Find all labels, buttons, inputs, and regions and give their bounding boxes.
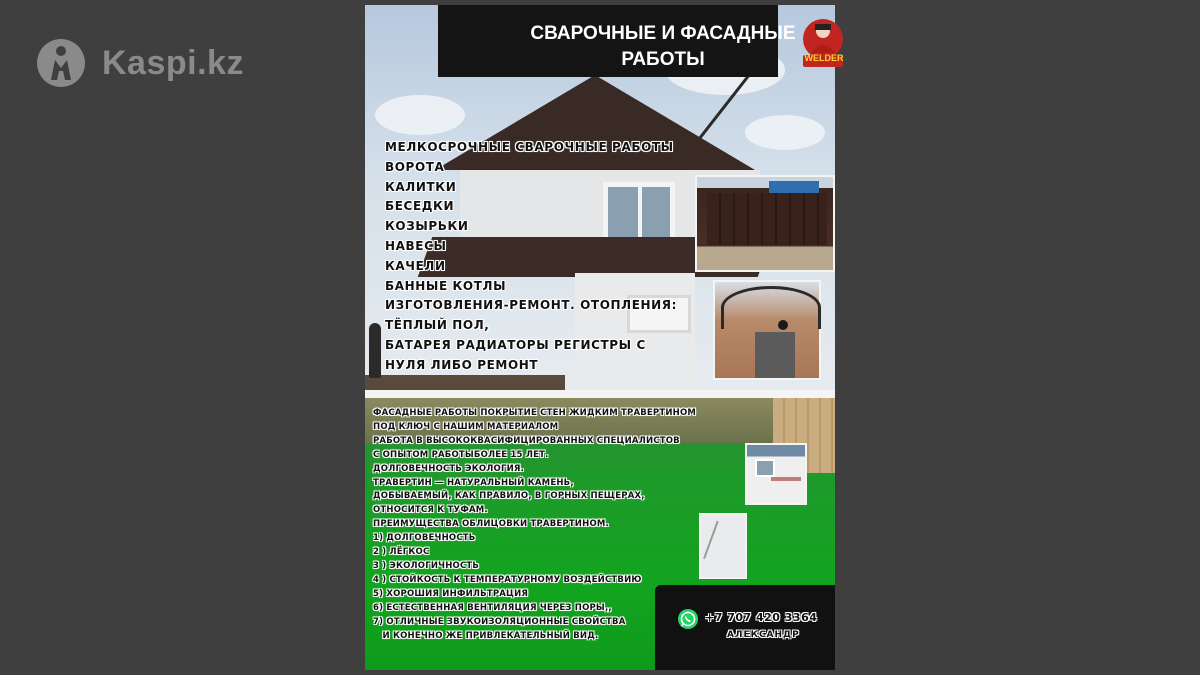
list-item: ДОЛГОВЕЧНОСТЬ ЭКОЛОГИЯ. <box>373 463 525 474</box>
list-item: ПРЕИМУЩЕСТВА ОБЛИЦОВКИ ТРАВЕРТИНОМ. <box>373 519 609 530</box>
list-item: ФАСАДНЫЕ РАБОТЫ ПОКРЫТИЕ СТЕН ЖИДКИМ ТРАВЕРТИНОМ <box>373 408 697 418</box>
person-figure <box>369 323 381 378</box>
list-item: КАЧЕЛИ <box>385 258 446 273</box>
list-item: БАННЫЕ КОТЛЫ <box>385 278 507 293</box>
list-item: 7) ОТЛИЧНЫЕ ЗВУКОИЗОЛЯЦИОННЫЕ СВОЙСТВА <box>373 616 626 627</box>
list-item: МЕЛКОСРОЧНЫЕ СВАРОЧНЫЕ РАБОТЫ <box>385 140 674 154</box>
list-item: 4 ) СТОЙКОСТЬ К ТЕМПЕРАТУРНОМУ ВОЗДЕЙСТВИЮ <box>373 574 642 585</box>
phone-number: +7 707 420 3364 <box>705 611 818 624</box>
list-item: 2 ) ЛЁГКОС <box>373 547 430 558</box>
contact-name: АЛЕКСАНДР <box>727 630 800 640</box>
travertine-texture-photo <box>699 513 747 579</box>
list-item: ВОРОТА <box>385 159 445 174</box>
whatsapp-icon <box>677 608 699 630</box>
kaspi-watermark <box>36 38 244 88</box>
watermark-text: Kaspi.kz <box>102 43 244 82</box>
welding-services-list <box>385 138 677 376</box>
facade-photo <box>745 443 807 505</box>
canopy-photo <box>713 280 821 380</box>
welder-logo-icon <box>795 15 851 73</box>
list-item: НУЛЯ ЛИБО РЕМОНТ <box>385 357 539 372</box>
gate-photo <box>695 175 835 272</box>
list-item: БАТАРЕЯ РАДИАТОРЫ РЕГИСТРЫ С <box>385 337 646 352</box>
list-item: ОТНОСИТСЯ К ТУФАМ. <box>373 505 488 516</box>
ad-poster-image <box>365 5 844 670</box>
list-item: ПОД КЛЮЧ С НАШИМ МАТЕРИАЛОМ <box>373 421 559 432</box>
list-item: ДОБЫВАЕМЫЙ, КАК ПРАВИЛО, В ГОРНЫХ ПЕЩЕРАХ, <box>373 491 645 502</box>
poster-header <box>438 5 844 77</box>
list-item: 1) ДОЛГОВЕЧНОСТЬ <box>373 533 476 544</box>
list-item: ИЗГОТОВЛЕНИЯ-РЕМОНТ. ОТОПЛЕНИЯ: <box>385 298 678 313</box>
section-divider <box>365 390 835 398</box>
facade-info-list <box>373 407 696 643</box>
list-item: 3 ) ЭКОЛОГИЧНОСТЬ <box>373 560 480 571</box>
welder-logo-text: WELDER <box>804 53 844 63</box>
list-item: 6) ЕСТЕСТВЕННАЯ ВЕНТИЛЯЦИЯ ЧЕРЕЗ ПОРЫ,, <box>373 602 612 613</box>
list-item: ТЁПЛЫЙ ПОЛ, <box>385 318 490 333</box>
list-item: И КОНЕЧНО ЖЕ ПРИВЛЕКАТЕЛЬНЫЙ ВИД. <box>373 630 599 641</box>
contact-box <box>655 585 835 670</box>
list-item: КАЛИТКИ <box>385 179 457 194</box>
list-item: ТРАВЕРТИН — НАТУРАЛЬНЫЙ КАМЕНЬ, <box>373 477 574 488</box>
yard-fence <box>365 375 565 390</box>
list-item: КОЗЫРЬКИ <box>385 219 469 234</box>
list-item: РАБОТА В ВЫСОКОКВАСИФИЦИРОВАННЫХ СПЕЦИАЛИСТОВ <box>373 435 680 446</box>
list-item: С ОПЫТОМ РАБОТЫБОЛЕЕ 15 ЛЕТ. <box>373 449 549 460</box>
poster-title: СВАРОЧНЫЕ И ФАСАДНЫЕ РАБОТЫ <box>530 23 796 70</box>
list-item: 5) ХОРОШИЯ ИНФИЛЬТРАЦИЯ <box>373 588 529 599</box>
list-item: БЕСЕДКИ <box>385 199 455 214</box>
list-item: НАВЕСЫ <box>385 238 447 253</box>
kaspi-logo-icon <box>36 38 86 88</box>
